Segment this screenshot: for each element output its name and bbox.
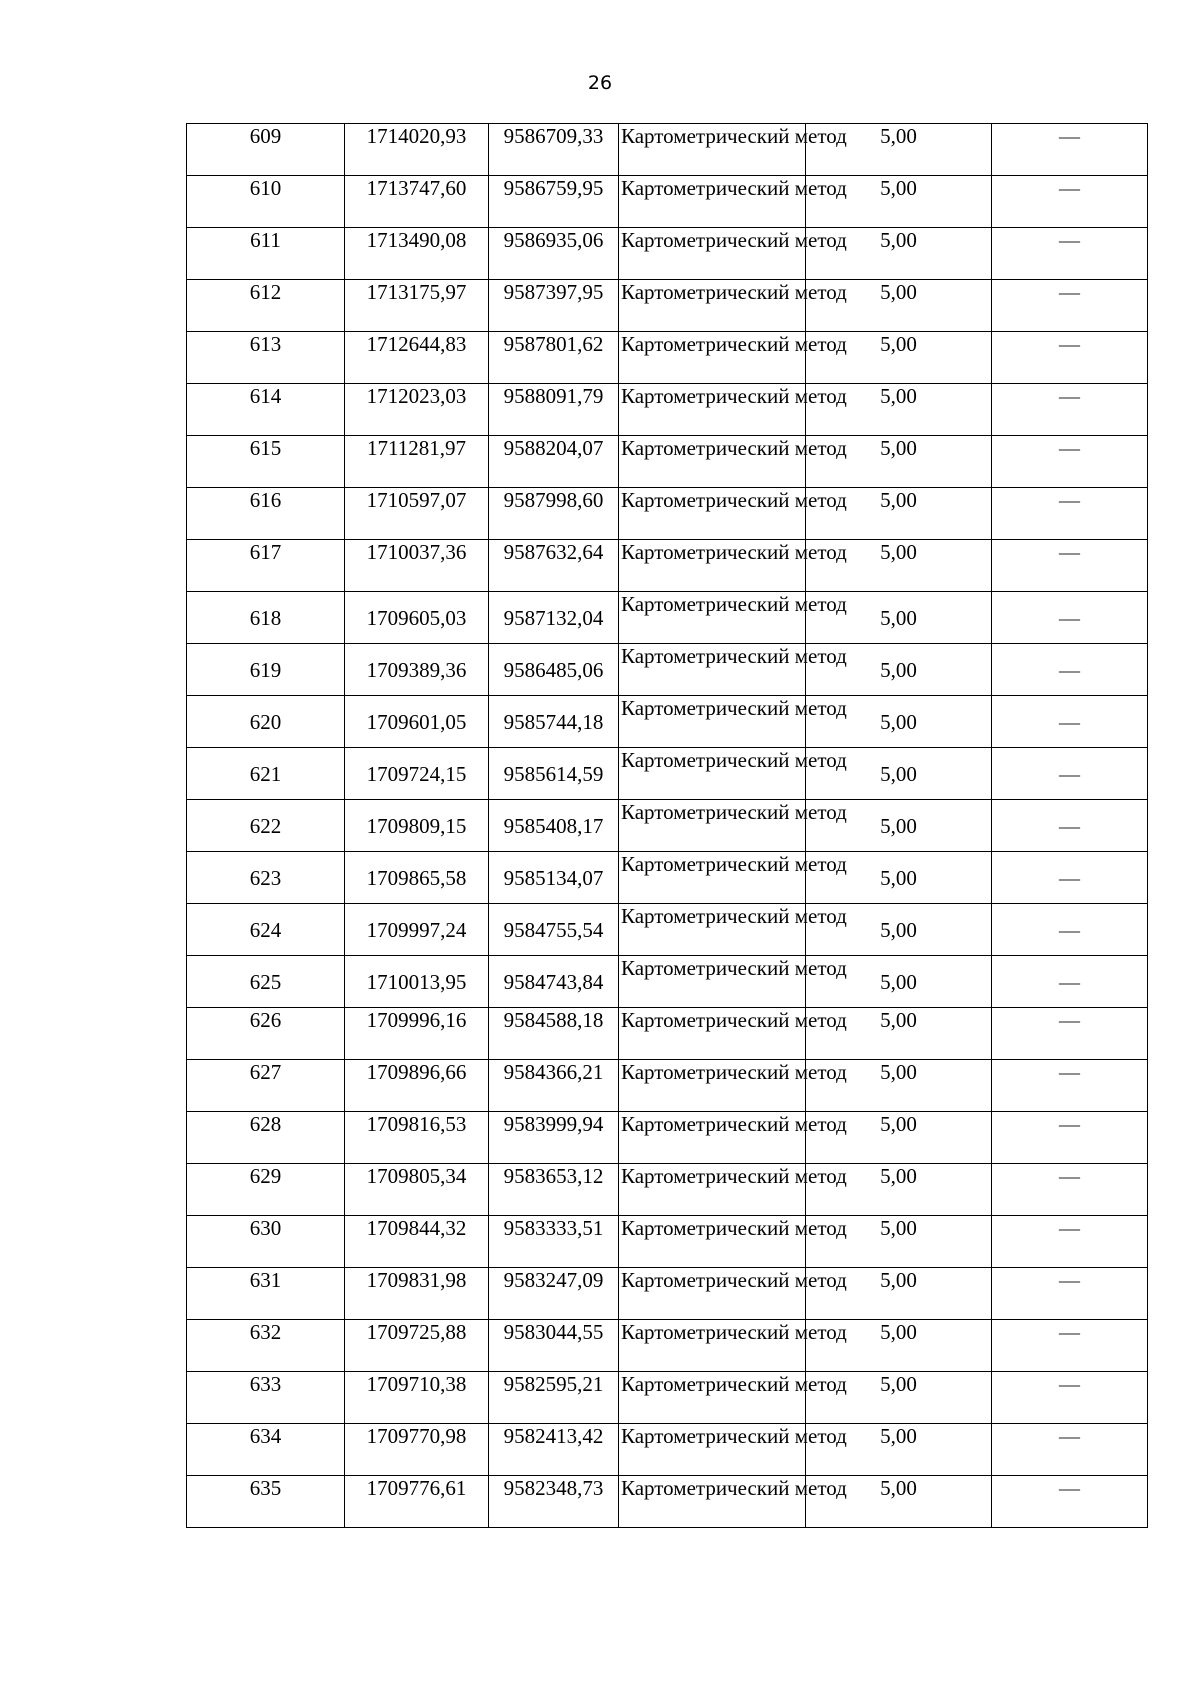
y-coordinate-cell: 9584366,21 xyxy=(489,1060,619,1112)
point-cell: 619 xyxy=(187,644,345,696)
description-cell: — xyxy=(992,488,1148,540)
point-cell: 635 xyxy=(187,1476,345,1528)
description-cell: — xyxy=(992,1320,1148,1372)
x-coordinate-cell: 1712644,83 xyxy=(345,332,489,384)
x-coordinate-cell: 1709996,16 xyxy=(345,1008,489,1060)
y-coordinate-cell: 9583247,09 xyxy=(489,1268,619,1320)
table-row xyxy=(187,1320,1148,1372)
table-row xyxy=(187,1476,1148,1528)
table-row xyxy=(187,1216,1148,1268)
description-cell: — xyxy=(992,436,1148,488)
table-row xyxy=(187,1164,1148,1216)
point-cell: 633 xyxy=(187,1372,345,1424)
point-cell: 612 xyxy=(187,280,345,332)
precision-cell: 5,00 xyxy=(806,904,992,956)
table-row xyxy=(187,176,1148,228)
table-row xyxy=(187,904,1148,956)
precision-cell: 5,00 xyxy=(806,1216,992,1268)
x-coordinate-cell: 1709710,38 xyxy=(345,1372,489,1424)
point-cell: 632 xyxy=(187,1320,345,1372)
method-cell: Картометрический метод xyxy=(619,1424,806,1476)
y-coordinate-cell: 9586709,33 xyxy=(489,124,619,176)
precision-cell: 5,00 xyxy=(806,488,992,540)
x-coordinate-cell: 1711281,97 xyxy=(345,436,489,488)
description-cell: — xyxy=(992,1268,1148,1320)
method-cell: Картометрический метод xyxy=(619,1476,806,1528)
y-coordinate-cell: 9585408,17 xyxy=(489,800,619,852)
x-coordinate-cell: 1709844,32 xyxy=(345,1216,489,1268)
precision-cell: 5,00 xyxy=(806,800,992,852)
precision-cell: 5,00 xyxy=(806,1372,992,1424)
precision-cell: 5,00 xyxy=(806,176,992,228)
y-coordinate-cell: 9586759,95 xyxy=(489,176,619,228)
method-cell: Картометрический метод xyxy=(619,228,806,280)
method-cell: Картометрический метод xyxy=(619,956,806,1008)
table-row xyxy=(187,540,1148,592)
y-coordinate-cell: 9587632,64 xyxy=(489,540,619,592)
y-coordinate-cell: 9588091,79 xyxy=(489,384,619,436)
precision-cell: 5,00 xyxy=(806,956,992,1008)
table-row xyxy=(187,956,1148,1008)
point-cell: 621 xyxy=(187,748,345,800)
method-cell: Картометрический метод xyxy=(619,1216,806,1268)
y-coordinate-cell: 9586935,06 xyxy=(489,228,619,280)
x-coordinate-cell: 1710597,07 xyxy=(345,488,489,540)
method-cell: Картометрический метод xyxy=(619,1372,806,1424)
description-cell: — xyxy=(992,176,1148,228)
description-cell: — xyxy=(992,540,1148,592)
method-cell: Картометрический метод xyxy=(619,1060,806,1112)
x-coordinate-cell: 1709776,61 xyxy=(345,1476,489,1528)
table-row xyxy=(187,228,1148,280)
x-coordinate-cell: 1713490,08 xyxy=(345,228,489,280)
y-coordinate-cell: 9583044,55 xyxy=(489,1320,619,1372)
table-row xyxy=(187,592,1148,644)
point-cell: 613 xyxy=(187,332,345,384)
point-cell: 617 xyxy=(187,540,345,592)
table-row xyxy=(187,1112,1148,1164)
description-cell: — xyxy=(992,1008,1148,1060)
description-cell: — xyxy=(992,228,1148,280)
precision-cell: 5,00 xyxy=(806,280,992,332)
method-cell: Картометрический метод xyxy=(619,592,806,644)
description-cell: — xyxy=(992,1060,1148,1112)
description-cell: — xyxy=(992,644,1148,696)
x-coordinate-cell: 1709770,98 xyxy=(345,1424,489,1476)
table-row xyxy=(187,384,1148,436)
method-cell: Картометрический метод xyxy=(619,124,806,176)
precision-cell: 5,00 xyxy=(806,1424,992,1476)
method-cell: Картометрический метод xyxy=(619,436,806,488)
description-cell: — xyxy=(992,124,1148,176)
x-coordinate-cell: 1709831,98 xyxy=(345,1268,489,1320)
table-row xyxy=(187,852,1148,904)
description-cell: — xyxy=(992,904,1148,956)
method-cell: Картометрический метод xyxy=(619,696,806,748)
method-cell: Картометрический метод xyxy=(619,644,806,696)
method-cell: Картометрический метод xyxy=(619,800,806,852)
y-coordinate-cell: 9587132,04 xyxy=(489,592,619,644)
precision-cell: 5,00 xyxy=(806,1060,992,1112)
table-row xyxy=(187,1424,1148,1476)
point-cell: 616 xyxy=(187,488,345,540)
y-coordinate-cell: 9587801,62 xyxy=(489,332,619,384)
point-cell: 622 xyxy=(187,800,345,852)
x-coordinate-cell: 1710037,36 xyxy=(345,540,489,592)
y-coordinate-cell: 9585744,18 xyxy=(489,696,619,748)
page-number: 26 xyxy=(587,72,613,94)
method-cell: Картометрический метод xyxy=(619,1112,806,1164)
method-cell: Картометрический метод xyxy=(619,332,806,384)
y-coordinate-cell: 9582348,73 xyxy=(489,1476,619,1528)
x-coordinate-cell: 1709725,88 xyxy=(345,1320,489,1372)
y-coordinate-cell: 9584743,84 xyxy=(489,956,619,1008)
precision-cell: 5,00 xyxy=(806,1268,992,1320)
point-cell: 615 xyxy=(187,436,345,488)
y-coordinate-cell: 9587998,60 xyxy=(489,488,619,540)
point-cell: 624 xyxy=(187,904,345,956)
x-coordinate-cell: 1709809,15 xyxy=(345,800,489,852)
table-row xyxy=(187,332,1148,384)
description-cell: — xyxy=(992,1424,1148,1476)
x-coordinate-cell: 1709605,03 xyxy=(345,592,489,644)
y-coordinate-cell: 9582595,21 xyxy=(489,1372,619,1424)
description-cell: — xyxy=(992,592,1148,644)
point-cell: 610 xyxy=(187,176,345,228)
table-row xyxy=(187,1268,1148,1320)
method-cell: Картометрический метод xyxy=(619,280,806,332)
table-row xyxy=(187,488,1148,540)
description-cell: — xyxy=(992,384,1148,436)
description-cell: — xyxy=(992,1372,1148,1424)
y-coordinate-cell: 9584588,18 xyxy=(489,1008,619,1060)
x-coordinate-cell: 1709896,66 xyxy=(345,1060,489,1112)
y-coordinate-cell: 9584755,54 xyxy=(489,904,619,956)
point-cell: 629 xyxy=(187,1164,345,1216)
method-cell: Картометрический метод xyxy=(619,1164,806,1216)
description-cell: — xyxy=(992,956,1148,1008)
description-cell: — xyxy=(992,1216,1148,1268)
x-coordinate-cell: 1709816,53 xyxy=(345,1112,489,1164)
table-row xyxy=(187,1372,1148,1424)
y-coordinate-cell: 9583653,12 xyxy=(489,1164,619,1216)
precision-cell: 5,00 xyxy=(806,592,992,644)
table-row xyxy=(187,644,1148,696)
description-cell: — xyxy=(992,1164,1148,1216)
table-row xyxy=(187,436,1148,488)
x-coordinate-cell: 1710013,95 xyxy=(345,956,489,1008)
precision-cell: 5,00 xyxy=(806,1112,992,1164)
x-coordinate-cell: 1712023,03 xyxy=(345,384,489,436)
x-coordinate-cell: 1709389,36 xyxy=(345,644,489,696)
x-coordinate-cell: 1709865,58 xyxy=(345,852,489,904)
precision-cell: 5,00 xyxy=(806,384,992,436)
method-cell: Картометрический метод xyxy=(619,748,806,800)
y-coordinate-cell: 9587397,95 xyxy=(489,280,619,332)
point-cell: 630 xyxy=(187,1216,345,1268)
table-row xyxy=(187,1060,1148,1112)
precision-cell: 5,00 xyxy=(806,748,992,800)
method-cell: Картометрический метод xyxy=(619,1008,806,1060)
x-coordinate-cell: 1709601,05 xyxy=(345,696,489,748)
method-cell: Картометрический метод xyxy=(619,176,806,228)
coordinates-table xyxy=(186,123,1148,1528)
point-cell: 626 xyxy=(187,1008,345,1060)
point-cell: 623 xyxy=(187,852,345,904)
y-coordinate-cell: 9585614,59 xyxy=(489,748,619,800)
point-cell: 620 xyxy=(187,696,345,748)
point-cell: 609 xyxy=(187,124,345,176)
precision-cell: 5,00 xyxy=(806,1164,992,1216)
method-cell: Картометрический метод xyxy=(619,540,806,592)
precision-cell: 5,00 xyxy=(806,644,992,696)
x-coordinate-cell: 1709997,24 xyxy=(345,904,489,956)
description-cell: — xyxy=(992,1112,1148,1164)
table-row xyxy=(187,800,1148,852)
y-coordinate-cell: 9586485,06 xyxy=(489,644,619,696)
method-cell: Картометрический метод xyxy=(619,384,806,436)
x-coordinate-cell: 1714020,93 xyxy=(345,124,489,176)
table-row xyxy=(187,124,1148,176)
precision-cell: 5,00 xyxy=(806,1476,992,1528)
description-cell: — xyxy=(992,800,1148,852)
method-cell: Картометрический метод xyxy=(619,1320,806,1372)
precision-cell: 5,00 xyxy=(806,540,992,592)
description-cell: — xyxy=(992,280,1148,332)
description-cell: — xyxy=(992,1476,1148,1528)
precision-cell: 5,00 xyxy=(806,1320,992,1372)
x-coordinate-cell: 1713175,97 xyxy=(345,280,489,332)
point-cell: 631 xyxy=(187,1268,345,1320)
table-body xyxy=(187,124,1148,1528)
description-cell: — xyxy=(992,332,1148,384)
y-coordinate-cell: 9583333,51 xyxy=(489,1216,619,1268)
description-cell: — xyxy=(992,748,1148,800)
y-coordinate-cell: 9585134,07 xyxy=(489,852,619,904)
point-cell: 628 xyxy=(187,1112,345,1164)
table-row xyxy=(187,748,1148,800)
table-row xyxy=(187,280,1148,332)
description-cell: — xyxy=(992,696,1148,748)
point-cell: 614 xyxy=(187,384,345,436)
precision-cell: 5,00 xyxy=(806,696,992,748)
table-row xyxy=(187,696,1148,748)
y-coordinate-cell: 9588204,07 xyxy=(489,436,619,488)
y-coordinate-cell: 9582413,42 xyxy=(489,1424,619,1476)
precision-cell: 5,00 xyxy=(806,332,992,384)
precision-cell: 5,00 xyxy=(806,124,992,176)
x-coordinate-cell: 1709805,34 xyxy=(345,1164,489,1216)
precision-cell: 5,00 xyxy=(806,1008,992,1060)
x-coordinate-cell: 1709724,15 xyxy=(345,748,489,800)
method-cell: Картометрический метод xyxy=(619,1268,806,1320)
table-row xyxy=(187,1008,1148,1060)
point-cell: 625 xyxy=(187,956,345,1008)
precision-cell: 5,00 xyxy=(806,852,992,904)
point-cell: 618 xyxy=(187,592,345,644)
point-cell: 627 xyxy=(187,1060,345,1112)
point-cell: 611 xyxy=(187,228,345,280)
method-cell: Картометрический метод xyxy=(619,904,806,956)
precision-cell: 5,00 xyxy=(806,436,992,488)
method-cell: Картометрический метод xyxy=(619,852,806,904)
y-coordinate-cell: 9583999,94 xyxy=(489,1112,619,1164)
x-coordinate-cell: 1713747,60 xyxy=(345,176,489,228)
method-cell: Картометрический метод xyxy=(619,488,806,540)
precision-cell: 5,00 xyxy=(806,228,992,280)
description-cell: — xyxy=(992,852,1148,904)
point-cell: 634 xyxy=(187,1424,345,1476)
